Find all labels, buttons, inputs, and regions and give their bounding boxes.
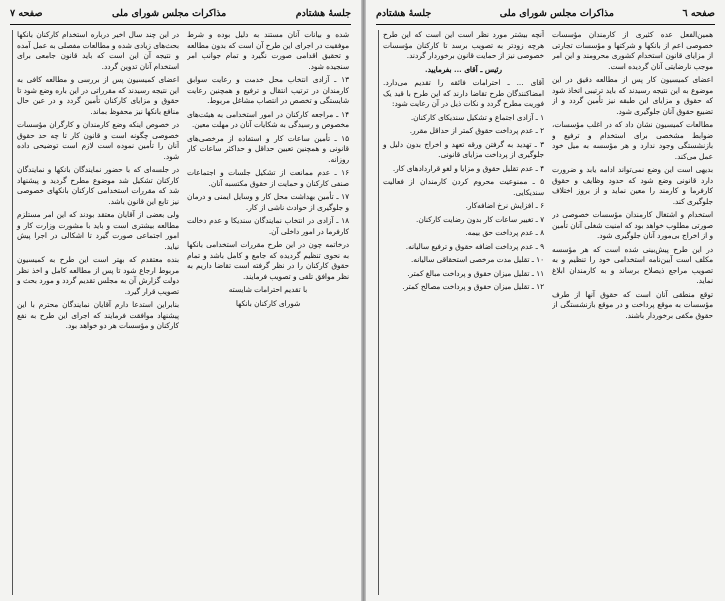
list-item: ۵ ـ ممنوعیت محروم کردن کارمندان از فعالیت سندیکایی. (383, 177, 544, 197)
paragraph: توقع منطقی آنان است که حقوق آنها از طرف مؤسسات به موقع پرداخت و در موقع بازنشستگی از حقوق مکفی برخوردار باشند. (552, 289, 713, 320)
paragraph: ۱۷ ـ تأمین بهداشت محل کار و وسایل ایمنی و درمان و جلوگیری از حوادث ناشی از کار. (187, 192, 349, 212)
left-page-left-column (12, 30, 179, 595)
paragraph: اعضای کمیسیون پس از بررسی و مطالعه کافی به این نتیجه رسیدند که مقرراتی در این باره وضع شود تا حقوق و مزایای کارکنان تأمین گردد و در عین حال منافع بانکها نیز محفوظ بماند. (17, 75, 179, 116)
paragraph: در خصوص اینکه وضع کارمندان و کارگران مؤسسات خصوصی چگونه است و قانون کار تا چه حد حقوق آنان را تأمین نموده است لازم است توضیحی داده شود. (17, 120, 179, 161)
paragraph: ۱۳ ـ آزادی انتخاب محل خدمت و رعایت سوابق کارمندان در ترتیب انتقال و ترفیع و همچنین رعایت شایستگی و تخصص در انتصاب مشاغل مربوط. (187, 75, 349, 105)
left-page-right-column (187, 30, 349, 595)
right-page-header-rule (376, 24, 715, 25)
paragraph: ۱۸ ـ آزادی در انتخاب نمایندگان سندیکا و عدم دخالت کارفرما در امور داخلی آن. (187, 216, 349, 236)
speaker-line: رئیس ـ آقای ... بفرمایید. (425, 64, 502, 74)
paragraph: در این چند سال اخیر درباره استخدام کارکنان بانکها بحث‌های زیادی شده و مطالعات مفصلی به عمل آمده و نتیجه آن این است که باید قانون جامعی برای استخدام آنان تدوین گردد. (17, 30, 179, 71)
paragraph: آقای ... ـ احترامات فائقه را تقدیم می‌دارد. امضاکنندگان طرح تقاضا دارند که این طرح با قید یک فوریت مطرح گردد و نکات ذیل در آن رعایت شود: (383, 78, 544, 108)
paragraph: در جلسه‌ای که با حضور نمایندگان بانکها و نمایندگان کارکنان تشکیل شد موضوع مطرح گردید و پیشنهاد شد که مقررات استخدامی کارکنان بانکهای خصوصی نیز تابع این قانون باشد. (17, 165, 179, 206)
right-page-session: جلسهٔ هشتادم (376, 7, 432, 19)
paragraph: بنابراین استدعا دارم آقایان نمایندگان محترم با این پیشنهاد موافقت فرمایند که اجرای این طرح به نفع کارکنان و مؤسسات هر دو خواهد بود. (17, 300, 179, 330)
left-page-session: جلسهٔ هشتادم (295, 7, 351, 19)
paragraph: ۱۵ ـ تأمین ساعات کار و استفاده از مرخصی‌های قانونی و همچنین تعیین حداقل و حداکثر ساعات کار روزانه. (187, 133, 349, 164)
left-page-number: صفحه ۷ (10, 7, 43, 19)
paragraph: مطالعات کمیسیون نشان داد که در اغلب مؤسسات، ضوابط مشخصی برای استخدام و ترفیع و بازنشستگی وجود ندارد و هر مؤسسه به میل خود عمل می‌کند. (552, 120, 713, 161)
list-item: ۳ ـ تهدید به گرفتن ورقه تعهد و اخراج بدون دلیل و جلوگیری از پرداخت مزایای قانونی. (383, 139, 544, 159)
paragraph: در این طرح پیش‌بینی شده است که هر مؤسسه مکلف است آیین‌نامه استخدامی خود را تنظیم و به تصویب مراجع ذیصلاح برساند و به کارمندان ابلاغ نماید. (552, 244, 713, 285)
paragraph: درخاتمه چون در این طرح مقررات استخدامی بانکها به نحوی تنظیم گردیده که جامع و کامل باشد و تمام حقوق کارکنان را در نظر گرفته است تقاضا داریم به نظر موافق تلقی و تصویب فرمایند. (187, 240, 349, 281)
list-item: ۱ ـ آزادی اجتماع و تشکیل سندیکای کارکنان. (410, 112, 544, 122)
paragraph: اعضای کمیسیون کار پس از مطالعه دقیق در این موضوع به این نتیجه رسیدند که باید ترتیبی اتخاذ شود که حقوق و مزایای این طبقه نیز تأمین گردد و از تضییع حقوق آنان جلوگیری شود. (552, 75, 713, 116)
right-page-number: صفحه ٦ (682, 7, 715, 19)
list-item: ۱۱ ـ تقلیل میزان حقوق و پرداخت مبالغ کمتر. (407, 268, 544, 278)
paragraph: همین‌الفعل عده کثیری از کارمندان مؤسسات خصوصی اعم از بانکها و شرکتها و مؤسسات تجارتی از مزایای قانون استخدام کشوری محرومند و این امر موجب نارضایتی آنان گردیده است. (552, 30, 713, 71)
right-page-title: مذاکرات مجلس شورای ملی (499, 7, 614, 19)
left-page-title: مذاکرات مجلس شورای ملی (112, 7, 227, 19)
left-page (0, 0, 361, 601)
paragraph: ۱۴ ـ مراجعه کارکنان در امور استخدامی به هیئت‌های مخصوص و رسیدگی به شکایات آنان در مهلت معین. (187, 109, 349, 129)
left-page-header-rule (10, 24, 351, 25)
right-page-columns (378, 30, 713, 595)
left-page-columns (12, 30, 349, 595)
list-item: ۱۰ ـ تقلیل مدت مرخصی استحقاقی سالیانه. (410, 255, 544, 264)
paragraph: ولی بعضی از آقایان معتقد بودند که این امر مستلزم مطالعه بیشتری است و باید با مشورت وزارت کار و امور اجتماعی صورت گیرد تا اشکالی در اجرا پیش نیاید. (17, 210, 179, 251)
signature: شورای کارکنان بانکها (235, 298, 301, 308)
right-page-left-column (378, 30, 544, 595)
right-page-header (376, 4, 715, 22)
list-item: ۱۲ ـ تقلیل میزان حقوق و پرداخت مصالح کمتر. (402, 282, 544, 291)
paragraph: بنده معتقدم که بهتر است این طرح به کمیسیون مربوط ارجاع شود تا پس از مطالعه کامل و اخذ نظر دولت گزارش آن به مجلس تقدیم گردد و مورد بحث و تصویب قرار گیرد. (17, 255, 179, 296)
list-item: ۲ ـ عدم پرداخت حقوق کمتر از حداقل مقرر. (409, 126, 544, 135)
list-item: ۶ ـ افزایش نرخ اضافه‌کار. (465, 201, 544, 210)
list-item: ۷ ـ تغییر ساعات کار بدون رضایت کارکنان. (416, 214, 544, 224)
paragraph: ۱۶ ـ عدم ممانعت از تشکیل جلسات و اجتماعات صنفی کارکنان و حمایت از حقوق مکتسبه آنان. (187, 168, 349, 188)
paragraph: آنچه بیشتر مورد نظر است این است که این طرح هرچه زودتر به تصویب برسد تا کارکنان مؤسسات خصوصی نیز از حمایت قانون برخوردار گردند. (383, 30, 544, 60)
list-item: ۹ ـ عدم پرداخت اضافه حقوق و ترفیع سالیانه. (405, 241, 544, 251)
paragraph: استخدام و اشتغال کارمندان مؤسسات خصوصی در صورتی مطلوب خواهد بود که امنیت شغلی آنان تأمین و از اخراج بی‌مورد آنان جلوگیری شود. (552, 210, 713, 240)
right-page (366, 0, 725, 601)
left-page-header (10, 4, 351, 22)
list-item: ۴ ـ عدم تقلیل حقوق و مزایا و لغو قراردادهای کار. (392, 163, 544, 173)
paragraph: شده و بیانات آنان مستند به دلیل بوده و شرط موفقیت در اجرای این طرح آن است که بدون مطالعه و تحقیق اقدامی صورت نگیرد و تمام جوانب امر سنجیده شود. (187, 30, 349, 71)
right-page-right-column (552, 30, 713, 595)
list-item: ۸ ـ عدم پرداخت حق بیمه. (465, 228, 544, 237)
closing-line: با تقدیم احترامات شایسته (228, 285, 308, 294)
paragraph: بدیهی است این وضع نمی‌تواند ادامه یابد و ضرورت دارد قانونی وضع شود که حدود وظایف و حقوق کارفرما و کارمند را معین نماید و از بروز اختلاف جلوگیری کند. (552, 165, 713, 206)
